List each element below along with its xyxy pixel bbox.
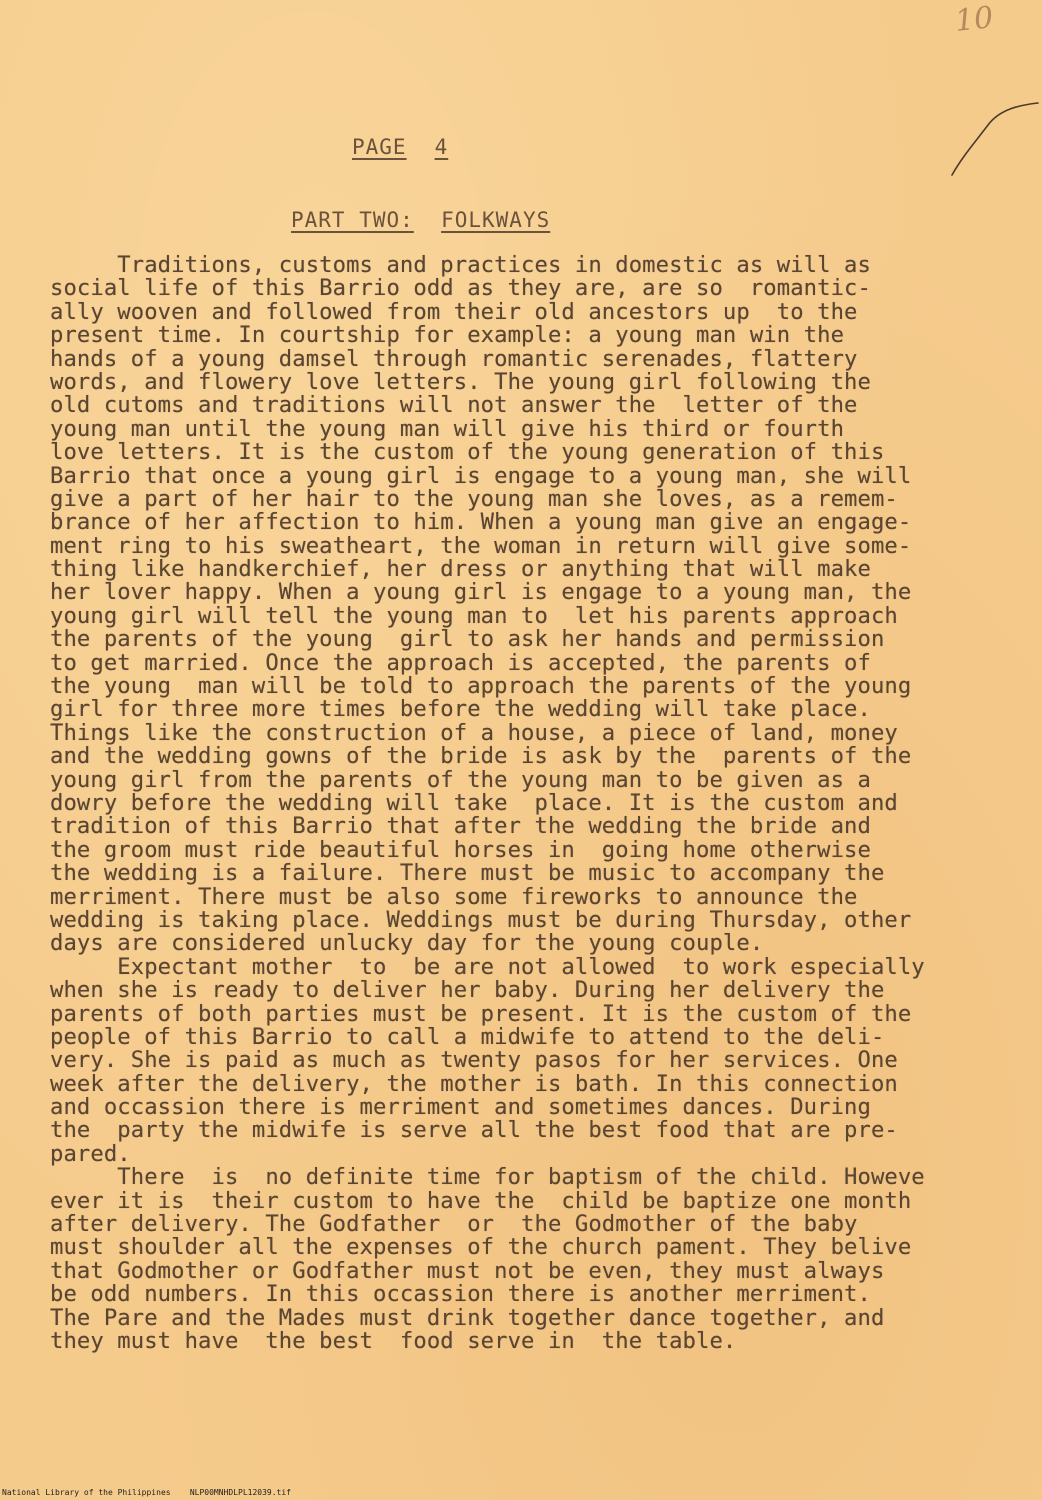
section-label: PART TWO: <box>291 208 414 232</box>
text-line: young girl from the parents of the young man to be given as a <box>50 766 871 793</box>
text-line: week after the delivery, the mother is bath. In this connection <box>50 1070 898 1097</box>
text-line: There is no definite time for baptism of the child. Howeve <box>50 1164 925 1191</box>
text-line: people of this Barrio to call a midwife to attend to the deli- <box>50 1023 885 1050</box>
text-line: Traditions, customs and practices in domestic as will as <box>50 252 871 278</box>
text-line: girl for three more times before the wedding will take place. <box>50 696 871 723</box>
text-line: love letters. It is the custom of the young generation of this <box>50 439 885 466</box>
text-line: dowry before the wedding will take place. It is the custom and <box>50 789 898 816</box>
section-heading <box>291 208 550 232</box>
text-line: be odd numbers. In this occassion there is another merriment. <box>50 1281 871 1308</box>
text-line: brance of her affection to him. When a young man give an engage- <box>50 509 912 536</box>
text-line: the young man will be told to approach the parents of the young <box>50 673 912 700</box>
page-number: 4 <box>434 135 449 159</box>
text-line: Things like the construction of a house, a piece of land, money <box>50 719 898 746</box>
text-line: words, and flowery love letters. The young girl following the <box>50 368 871 395</box>
text-line: that Godmother or Godfather must not be even, they must always <box>50 1257 885 1284</box>
text-line: old cutoms and traditions will not answer the letter of the <box>50 392 858 419</box>
text-line: pared. <box>50 1140 131 1167</box>
archive-footer: National Library of the Philippines NLP00MNHDLPL12039.tif <box>2 1488 291 1497</box>
section-title: FOLKWAYS <box>441 208 551 232</box>
text-line: present time. In courtship for example: a young man win the <box>50 322 845 349</box>
text-line: young girl will tell the young man to let his parents approach <box>50 602 898 629</box>
page-label: PAGE <box>352 135 407 159</box>
text-line: the party the midwife is serve all the best food that are pre- <box>50 1117 898 1144</box>
text-line: give a part of her hair to the young man she loves, as a remem- <box>50 485 898 512</box>
text-line: when she is ready to deliver her baby. During her delivery the <box>50 977 885 1004</box>
text-line: Expectant mother to be are not allowed to work especially <box>50 953 925 980</box>
text-line: after delivery. The Godfather or the Godmother of the baby <box>50 1211 858 1238</box>
text-line: her lover happy. When a young girl is engage to a young man, the <box>50 579 912 606</box>
text-line: must shoulder all the expenses of the church pament. They belive <box>50 1234 912 1261</box>
text-line: hands of a young damsel through romantic serenades, flattery <box>50 345 858 372</box>
text-line: ever it is their custom to have the child be baptize one month <box>50 1187 912 1214</box>
handwritten-page-number: 10 <box>953 0 995 39</box>
text-line: the parents of the young girl to ask her hands and permission <box>50 626 885 653</box>
text-line: the groom must ride beautiful horses in going home otherwise <box>50 836 871 863</box>
text-line: and the wedding gowns of the bride is ask by the parents of the <box>50 743 912 770</box>
text-line: social life of this Barrio odd as they are, are so romantic- <box>50 275 871 302</box>
text-line: tradition of this Barrio that after the wedding the bride and <box>50 813 871 840</box>
text-line: The Pare and the Mades must drink together dance together, and <box>50 1304 885 1331</box>
text-line: and occassion there is merriment and sometimes dances. During <box>50 1094 871 1121</box>
text-line: ment ring to his sweatheart, the woman in return will give some- <box>50 532 912 559</box>
text-line: Barrio that once a young girl is engage to a young man, she will <box>50 462 912 489</box>
text-line: ally wooven and followed from their old ancestors up to the <box>50 298 858 325</box>
page-heading <box>352 135 448 159</box>
text-line: parents of both parties must be present. It is the custom of the <box>50 1000 912 1027</box>
text-line: thing like handkerchief, her dress or anything that will make <box>50 556 871 583</box>
text-line: days are considered unlucky day for the young couple. <box>50 930 764 957</box>
text-line: the wedding is a failure. There must be music to accompany the <box>50 860 885 887</box>
text-line: to get married. Once the approach is accepted, the parents of <box>50 649 871 676</box>
pencil-stroke-mark <box>940 95 1040 195</box>
text-line: young man until the young man will give his third or fourth <box>50 415 845 442</box>
text-line: wedding is taking place. Weddings must be during Thursday, other <box>50 906 912 933</box>
text-line: very. She is paid as much as twenty pasos for her services. One <box>50 1047 898 1074</box>
body-text <box>50 254 1010 1353</box>
text-line: they must have the best food serve in the table. <box>50 1327 737 1354</box>
text-line: merriment. There must be also some fireworks to announce the <box>50 883 858 910</box>
